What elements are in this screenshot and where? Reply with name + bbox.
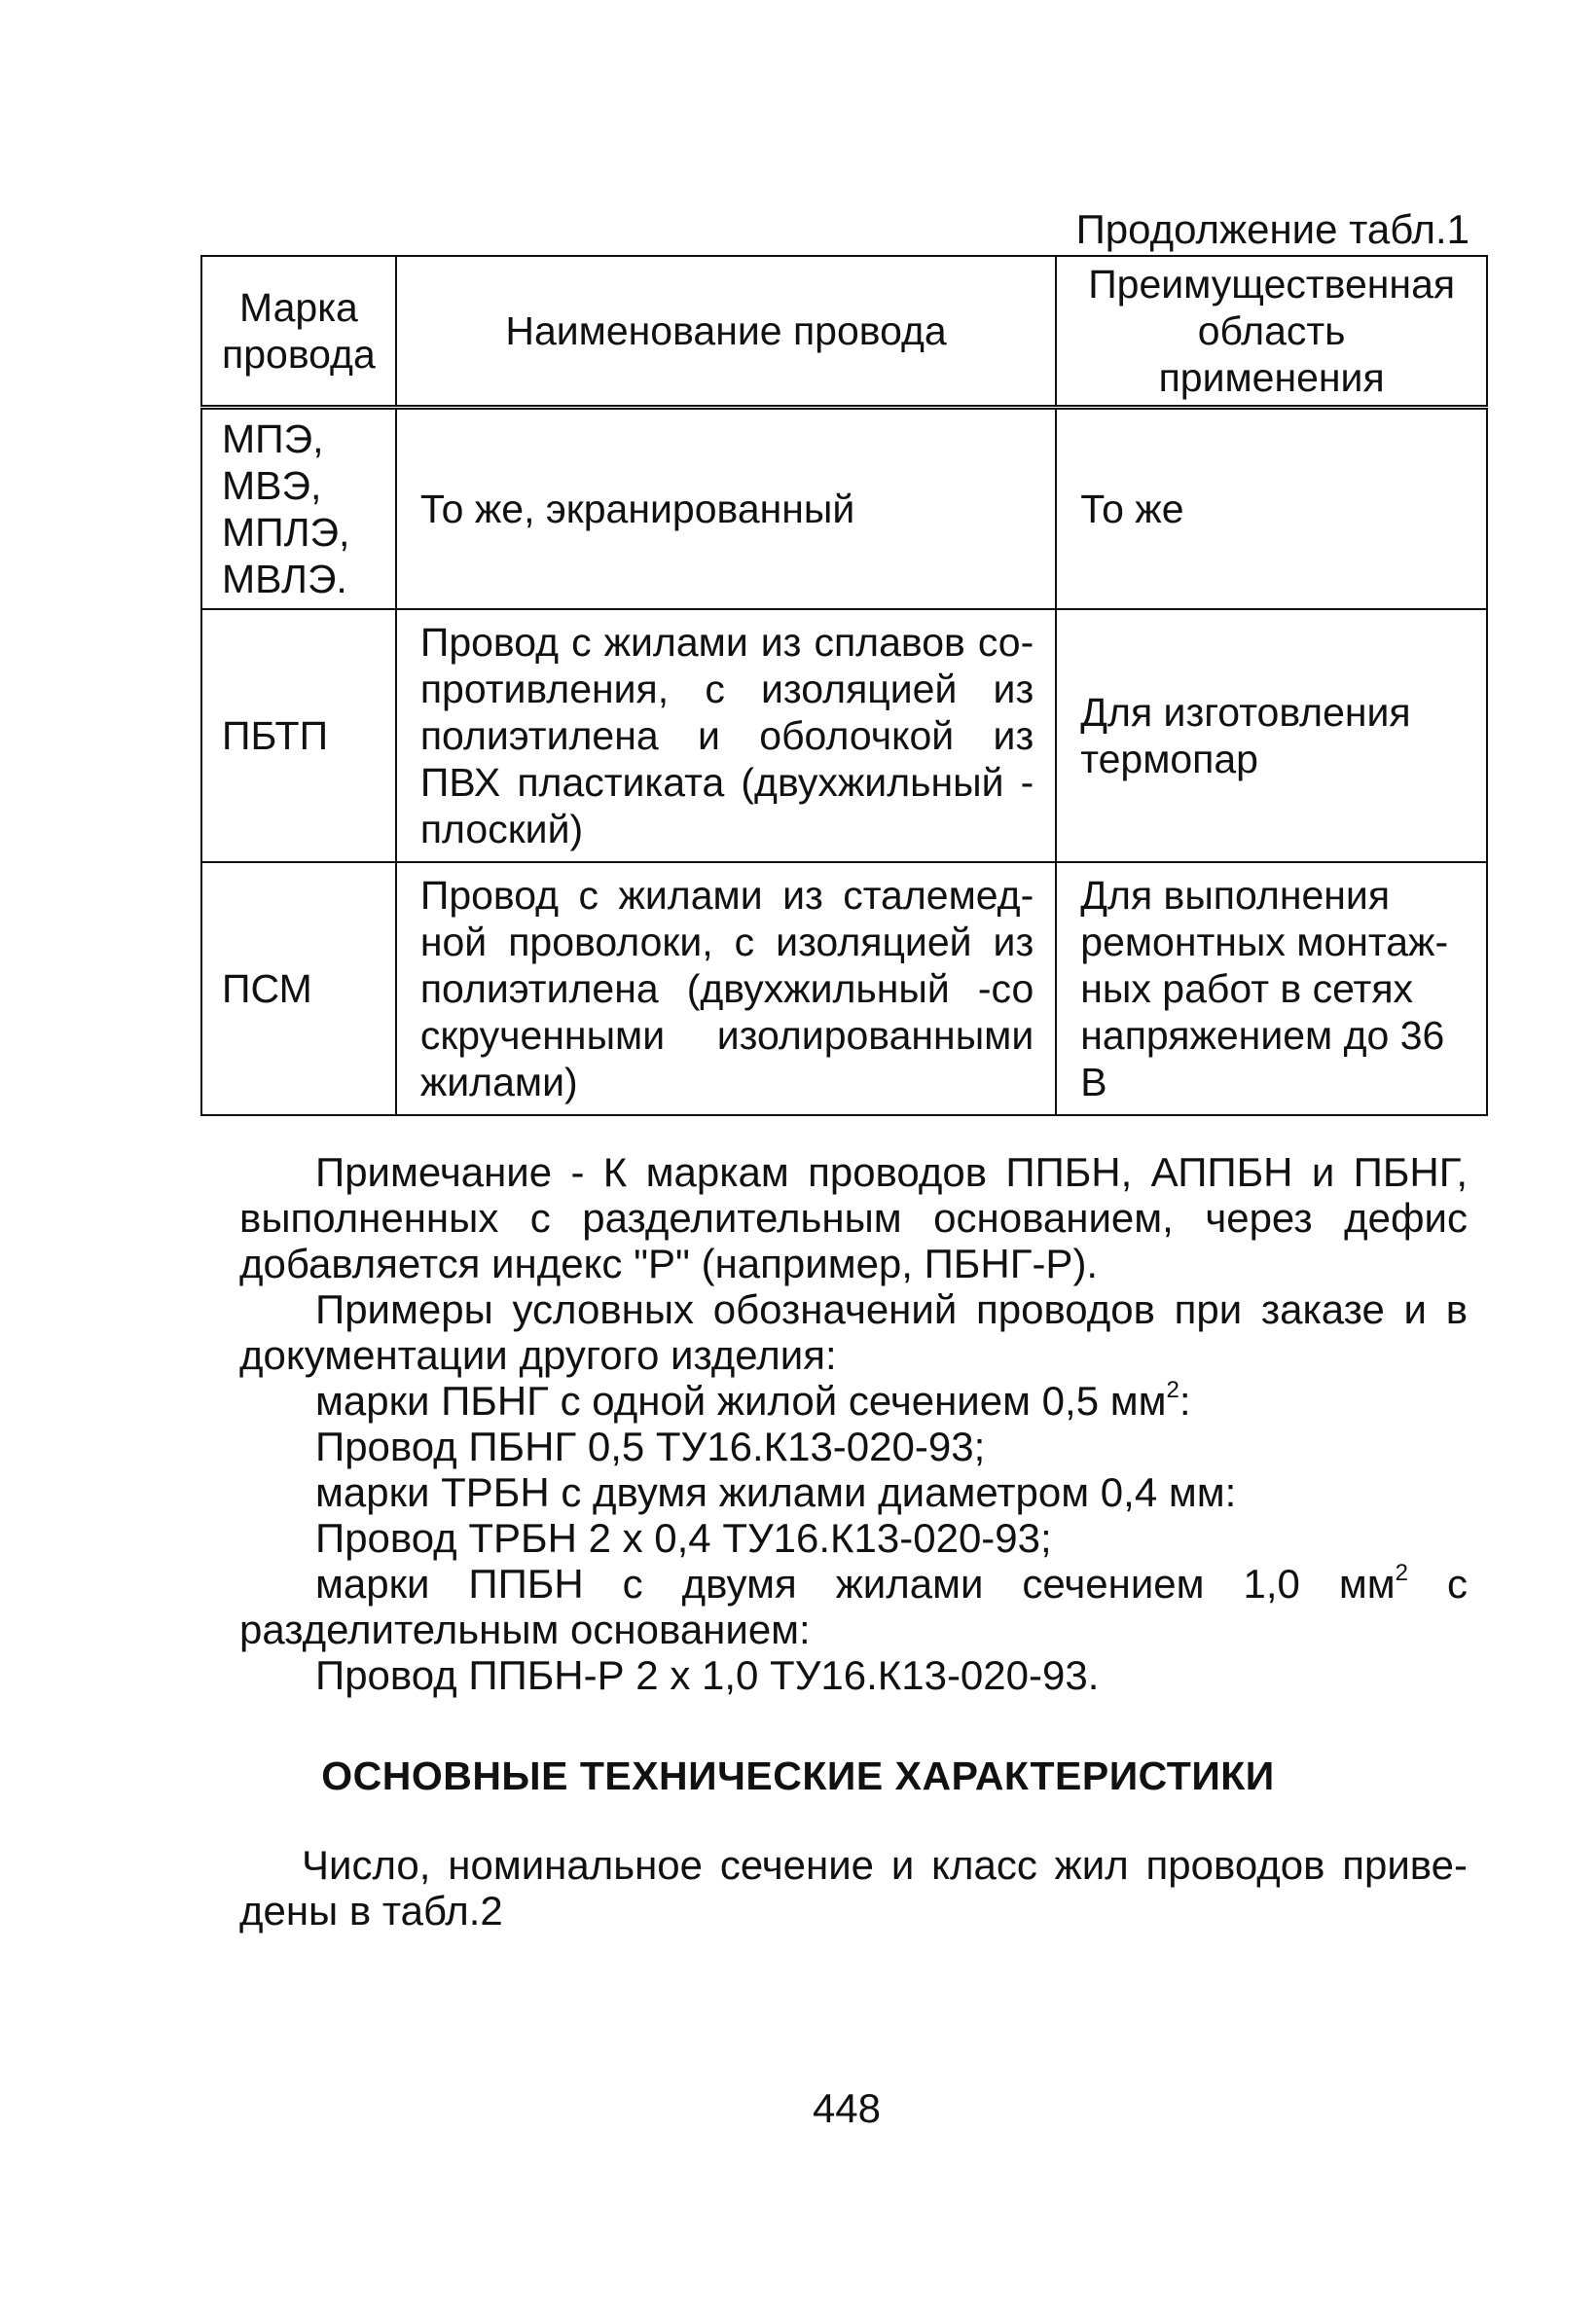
header-area: Преимущественная область применения [1056, 256, 1487, 408]
example-line-4: Провод ТРБН 2 х 0,4 ТУ16.К13-020-93; [315, 1515, 1052, 1561]
table-row [201, 408, 1487, 610]
wires-table [200, 255, 1488, 1116]
examples-intro: Примеры условных обозначений проводов при заказе и в документации другого изделия: [239, 1286, 1468, 1378]
table-caption: Продолжение табл.1 [1075, 206, 1469, 252]
cell-name: Провод с жилами из сталемедной проволоки, с изоляцией из полиэтилена (двухжильный -со скрученными изолированными жилами) [396, 862, 1056, 1115]
example-line-5: марки ППБН с двумя жилами сечением 1,0 $мм^2$ с разделительным основанием: [239, 1560, 1468, 1652]
cell-name: То же, экранированный [396, 408, 1056, 610]
cell-area: Для изготовления термопар [1056, 609, 1487, 862]
section-heading: ОСНОВНЫЕ ТЕХНИЧЕСКИЕ ХАРАКТЕРИСТИКИ [321, 1753, 1275, 1798]
cell-mark: ПСМ [201, 862, 396, 1115]
cell-mark: МПЭ, МВЭ, МПЛЭ, МВЛЭ. [201, 408, 396, 610]
example-line-3: марки ТРБН с двумя жилами диаметром 0,4 мм: [315, 1469, 1237, 1515]
example-line-6: Провод ППБН-Р 2 х 1,0 ТУ16.К13-020-93. [315, 1652, 1100, 1698]
cell-area: То же [1056, 408, 1487, 610]
example-line-1: марки ПБНГ с одной жилой сечением 0,5 $мм^2$: [315, 1377, 1191, 1424]
note-paragraph: Примечание - К маркам проводов ППБН, АППБН и ПБНГ, выполненных с разделительным основанием, через дефис добавляется индекс "Р" (например, ПБНГ-Р). [239, 1149, 1468, 1286]
header-mark: Марка провода [201, 256, 396, 408]
cell-area: Для выполнения ремонтных монтажных работ в сетях напряжением до 36 В [1056, 862, 1487, 1115]
table-row [201, 862, 1487, 1115]
cell-name: Провод с жилами из сплавов сопротивления, с изоляцией из полиэтилена и оболочкой из ПВХ пластиката (двухжильный - плоский) [396, 609, 1056, 862]
page-number: 448 [812, 2085, 882, 2131]
cell-mark: ПБТП [201, 609, 396, 862]
table-header-row [201, 256, 1487, 408]
table-row [201, 609, 1487, 862]
example-line-2: Провод ПБНГ 0,5 ТУ16.К13-020-93; [315, 1424, 986, 1469]
section-paragraph: Число, номинальное сечение и класс жил проводов приведены в табл.2 [239, 1842, 1468, 1934]
header-name: Наименование провода [396, 256, 1056, 408]
